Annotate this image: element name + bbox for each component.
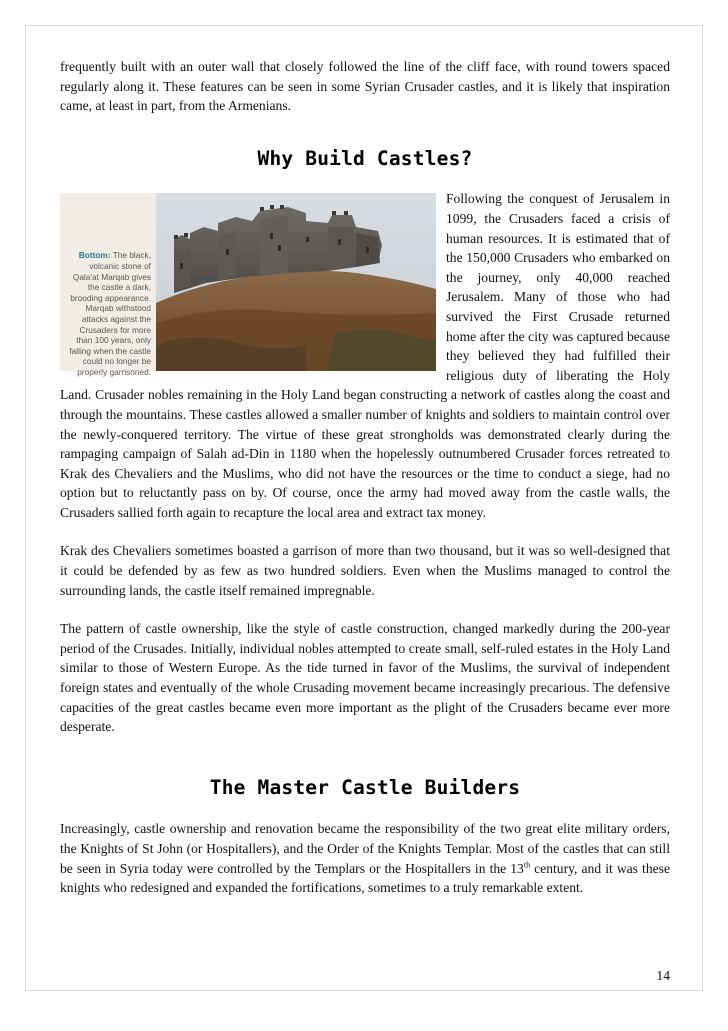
- builders-paragraph: [60, 819, 670, 897]
- builders-paragraph-tail: century, and it was these knights who redesigned and expanded the fortifications, sometimes to a truly remarkable extent.: [60, 860, 670, 896]
- heading-why-build-castles: Why Build Castles?: [257, 146, 473, 170]
- heading-master-castle-builders: The Master Castle Builders: [209, 775, 521, 799]
- castle-photo-figure: [60, 193, 436, 377]
- page-content: [60, 57, 670, 898]
- marqab-castle-photo: [156, 193, 436, 371]
- page-number: 14: [656, 968, 670, 983]
- photo-caption-column: [60, 193, 156, 377]
- castles-paragraph-2: Krak des Chevaliers sometimes boasted a garrison of more than two thousand, but it was so well-designed that it could be defended by as few as two hundred soldiers. Even when the Muslims managed to control the surrounding lands, the castle itself remained impregnable.: [60, 543, 670, 598]
- intro-paragraph: frequently built with an outer wall that closely followed the line of the cliff face, with round towers spaced regularly along it. These features can be seen in some Syrian Crusader castles, and it is likely that inspiration came, at least in part, from the Armenians.: [60, 59, 670, 114]
- builders-paragraph-text: Increasingly, castle ownership and renovation became the responsibility of the two great elite military orders, the Knights of St John (or Hospitallers), and the Order of the Knights Templar. Most of the castles that can still be seen in Syria today were controlled by the Templars or the Hospitallers in the 13: [60, 821, 670, 876]
- castles-paragraph-3: The pattern of castle ownership, like the style of castle construction, changed markedly during the 200-year period of the Crusades. Initially, individual nobles attempted to create small, self-ruled estates in the Holy Land similar to those of Western Europe. As the tide turned in favor of the Muslims, the survival of independent foreign states and eventually of the whole Crusading movement became increasingly precarious. The defensive capacities of the great castles became even more important as the plight of the Crusaders became ever more desperate.: [60, 621, 670, 735]
- century-superscript: th: [523, 860, 531, 870]
- photo-caption: [63, 250, 151, 377]
- castles-paragraph-1: Following the conquest of Jerusalem in 1099, the Crusaders faced a crisis of human resources. It is estimated that of the 150,000 Crusaders who embarked on the journey, only 40,000 reached Jerusalem. Many of those who had survived the First Crusade returned home after the city was captured because they believed they had fulfilled their religious duty of liberating the Holy Land. Crusader nobles remaining in the Holy Land began constructing a network of castles along the coast and through the mountains. These castles allowed a smaller number of knights and soldiers to maintain control over the newly-conquered territory. The virtue of these great strongholds was demonstrated clearly during the rampaging campaign of Salah ad-Din in 1180 when the hopelessly outnumbered Crusader forces retreated to Krak des Chevaliers and the Muslims, who did not have the resources or the time to conduct a siege, had no option but to reluctantly pass on by. Of course, once the army had moved away from the castle walls, the Crusaders sallied forth again to recapture the local area and extract tax money.: [60, 191, 670, 520]
- photo-caption-text: The black, volcanic stone of Qala'at Marqab gives the castle a dark, brooding appearance. Marqab withstood attacks against the Crusaders for more than 100 years, only falling when the castle could no longer be properly garrisoned.: [69, 250, 151, 377]
- photo-caption-lead: Bottom:: [78, 250, 111, 261]
